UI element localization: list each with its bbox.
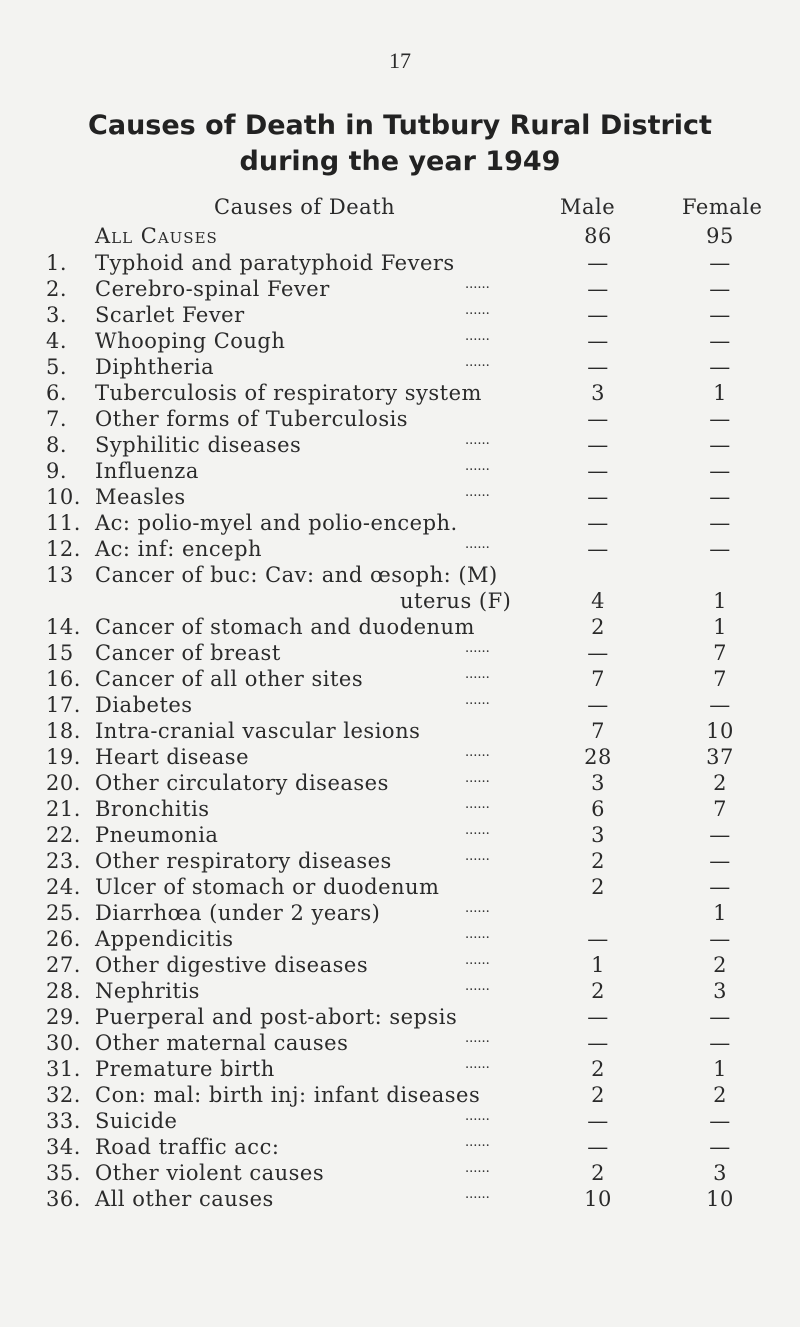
cause-label: Other circulatory diseases [95,771,389,795]
cause-label: Road traffic acc: [95,1135,280,1159]
row-number: 10. [46,485,81,509]
leader-dots: ...... [465,953,490,968]
cause-label: Diphtheria [95,355,215,379]
table-row [0,953,800,981]
female-count: — [709,511,731,535]
row-number: 36. [46,1187,81,1211]
table-row [0,797,800,825]
male-count: 6 [591,797,605,821]
table-row [0,1031,800,1059]
row-number: 6. [46,381,68,405]
female-count: 2 [713,953,727,977]
page-subtitle: during the year 1949 [239,146,561,177]
male-count: 2 [591,1083,605,1107]
cause-label: Tuberculosis of respiratory system [95,381,482,405]
leader-dots: ...... [465,1135,490,1150]
leader-dots: ...... [465,277,490,292]
table-row [0,303,800,331]
female-count: 2 [713,771,727,795]
male-count: 7 [591,719,605,743]
female-count: 7 [713,797,727,821]
female-count: 2 [713,1083,727,1107]
cause-label: Intra-cranial vascular lesions [95,719,421,743]
table-row [0,1109,800,1137]
row-number: 26. [46,927,81,951]
female-count: — [709,407,731,431]
cause-label: Premature birth [95,1057,275,1081]
leader-dots: ...... [465,355,490,370]
page-number: 17 [389,48,411,73]
table-row [0,901,800,929]
row-number: 5. [46,355,68,379]
female-count: 1 [713,1057,727,1081]
female-count: 7 [713,641,727,665]
row-number: 23. [46,849,81,873]
row-number: 33. [46,1109,81,1133]
row-number: 4. [46,329,68,353]
leader-dots: ...... [465,979,490,994]
table-row [0,823,800,851]
female-count: — [709,1005,731,1029]
cause-label: uterus (F) [400,589,512,613]
table-row [0,355,800,383]
leader-dots: ...... [465,1187,490,1202]
male-count: 4 [591,589,605,613]
row-number: 28. [46,979,81,1003]
row-number: 22. [46,823,81,847]
table-row [0,771,800,799]
table-row [0,667,800,695]
leader-dots: ...... [465,641,490,656]
table-row [0,589,800,617]
female-count: — [709,537,731,561]
cause-label: Nephritis [95,979,200,1003]
leader-dots: ...... [465,771,490,786]
header-cause: Causes of Death [214,195,396,219]
table-row [0,1161,800,1189]
table-row [0,1005,800,1033]
female-count: — [709,693,731,717]
table-row [0,1083,800,1111]
table-row [0,1135,800,1163]
table-row [0,459,800,487]
male-count: 7 [591,667,605,691]
cause-label: Ulcer of stomach or duodenum [95,875,440,899]
cause-label: Influenza [95,459,199,483]
leader-dots: ...... [465,927,490,942]
leader-dots: ...... [465,485,490,500]
page-title: Causes of Death in Tutbury Rural District [88,110,712,141]
male-count: — [587,927,609,951]
leader-dots: ...... [465,823,490,838]
male-count: 2 [591,615,605,639]
female-count: — [709,875,731,899]
table-row [0,693,800,721]
table-row [0,849,800,877]
male-count: 2 [591,875,605,899]
female-count: — [709,459,731,483]
row-number: 17. [46,693,81,717]
row-number: 14. [46,615,81,639]
leader-dots: ...... [465,797,490,812]
cause-label: Other forms of Tuberculosis [95,407,409,431]
male-count: 1 [591,953,605,977]
leader-dots: ...... [465,537,490,552]
cause-label: Syphilitic diseases [95,433,302,457]
male-count: — [587,485,609,509]
row-number: 35. [46,1161,81,1185]
female-count: 10 [706,1187,734,1211]
male-count: — [587,433,609,457]
female-count: — [709,1109,731,1133]
table-row [0,433,800,461]
table-row [0,563,800,591]
table-row [0,719,800,747]
female-count: — [709,849,731,873]
female-count: 1 [713,615,727,639]
row-number: 25. [46,901,81,925]
row-number: 20. [46,771,81,795]
row-number: 2. [46,277,68,301]
row-number: 32. [46,1083,81,1107]
cause-label: Appendicitis [95,927,234,951]
row-number: 24. [46,875,81,899]
female-count: 7 [713,667,727,691]
table-row [0,875,800,903]
cause-label: Other respiratory diseases [95,849,392,873]
leader-dots: ...... [465,745,490,760]
cause-label: Whooping Cough [95,329,286,353]
male-count: — [587,1031,609,1055]
row-number: 29. [46,1005,81,1029]
table-row [0,1187,800,1215]
cause-label: Con: mal: birth inj: infant diseases [95,1083,481,1107]
table-row [0,1057,800,1085]
male-count: 2 [591,849,605,873]
table-row [0,407,800,435]
male-count: — [587,1005,609,1029]
row-number: 15 [46,641,74,665]
row-number: 18. [46,719,81,743]
row-number: 1. [46,251,68,275]
cause-label: Cancer of all other sites [95,667,364,691]
cause-label: Other digestive diseases [95,953,369,977]
cause-label: Diarrhœa (under 2 years) [95,901,381,925]
cause-label: Other maternal causes [95,1031,349,1055]
male-count: 2 [591,1161,605,1185]
leader-dots: ...... [465,667,490,682]
female-count: 1 [713,589,727,613]
table-row [0,329,800,357]
table-row [0,641,800,669]
male-count: 2 [591,979,605,1003]
table-row [0,745,800,773]
female-count: 3 [713,1161,727,1185]
female-count: 37 [706,745,734,769]
all-causes-female: 95 [706,224,734,248]
cause-label: Cancer of stomach and duodenum [95,615,475,639]
row-number: 7. [46,407,68,431]
female-count: — [709,355,731,379]
row-number: 16. [46,667,81,691]
female-count: — [709,251,731,275]
female-count: — [709,303,731,327]
cause-label: Scarlet Fever [95,303,245,327]
table-row [0,927,800,955]
cause-label: Diabetes [95,693,193,717]
male-count: 2 [591,1057,605,1081]
male-count: — [587,303,609,327]
cause-label: All other causes [95,1187,274,1211]
cause-label: Bronchitis [95,797,210,821]
all-causes-label: All Causes [95,224,218,248]
row-number: 31. [46,1057,81,1081]
leader-dots: ...... [465,459,490,474]
leader-dots: ...... [465,1031,490,1046]
cause-label: Ac: polio-myel and polio-enceph. [95,511,458,535]
cause-label: Pneumonia [95,823,219,847]
all-causes-row [0,224,800,252]
leader-dots: ...... [465,329,490,344]
cause-label: Cerebro-spinal Fever [95,277,330,301]
male-count: — [587,693,609,717]
female-count: 10 [706,719,734,743]
row-number: 13 [46,563,74,587]
header-male: Male [560,195,616,219]
cause-label: Suicide [95,1109,178,1133]
table-row [0,511,800,539]
male-count: — [587,277,609,301]
cause-label: Cancer of breast [95,641,281,665]
male-count: — [587,1135,609,1159]
male-count: — [587,329,609,353]
female-count: — [709,1135,731,1159]
cause-label: Puerperal and post-abort: sepsis [95,1005,458,1029]
table-row [0,537,800,565]
male-count: — [587,511,609,535]
male-count: — [587,1109,609,1133]
cause-label: Ac: inf: enceph [95,537,263,561]
male-count: — [587,459,609,483]
male-count: 3 [591,771,605,795]
cause-label: Heart disease [95,745,250,769]
leader-dots: ...... [465,433,490,448]
row-number: 12. [46,537,81,561]
male-count: 10 [584,1187,612,1211]
female-count: 3 [713,979,727,1003]
table-row [0,485,800,513]
leader-dots: ...... [465,1057,490,1072]
row-number: 21. [46,797,81,821]
female-count: — [709,485,731,509]
male-count: — [587,355,609,379]
cause-label: Measles [95,485,186,509]
row-number: 8. [46,433,68,457]
leader-dots: ...... [465,1109,490,1124]
female-count: — [709,277,731,301]
leader-dots: ...... [465,1161,490,1176]
female-count: — [709,1031,731,1055]
leader-dots: ...... [465,693,490,708]
table-row [0,381,800,409]
male-count: — [587,641,609,665]
male-count: 3 [591,823,605,847]
female-count: 1 [713,381,727,405]
female-count: — [709,329,731,353]
row-number: 34. [46,1135,81,1159]
male-count: — [587,251,609,275]
cause-label: Other violent causes [95,1161,325,1185]
leader-dots: ...... [465,849,490,864]
male-count: 3 [591,381,605,405]
row-number: 30. [46,1031,81,1055]
female-count: — [709,927,731,951]
leader-dots: ...... [465,303,490,318]
row-number: 3. [46,303,68,327]
female-count: — [709,823,731,847]
all-causes-male: 86 [584,224,612,248]
table-row [0,251,800,279]
male-count: — [587,537,609,561]
table-row [0,979,800,1007]
male-count: 28 [584,745,612,769]
male-count: — [587,407,609,431]
row-number: 19. [46,745,81,769]
female-count: — [709,433,731,457]
row-number: 9. [46,459,68,483]
female-count: 1 [713,901,727,925]
row-number: 27. [46,953,81,977]
leader-dots: ...... [465,901,490,916]
row-number: 11. [46,511,81,535]
cause-label: Typhoid and paratyphoid Fevers [95,251,455,275]
header-female: Female [682,195,763,219]
cause-label: Cancer of buc: Cav: and œsoph: (M) [95,563,498,587]
table-row [0,277,800,305]
table-row [0,615,800,643]
